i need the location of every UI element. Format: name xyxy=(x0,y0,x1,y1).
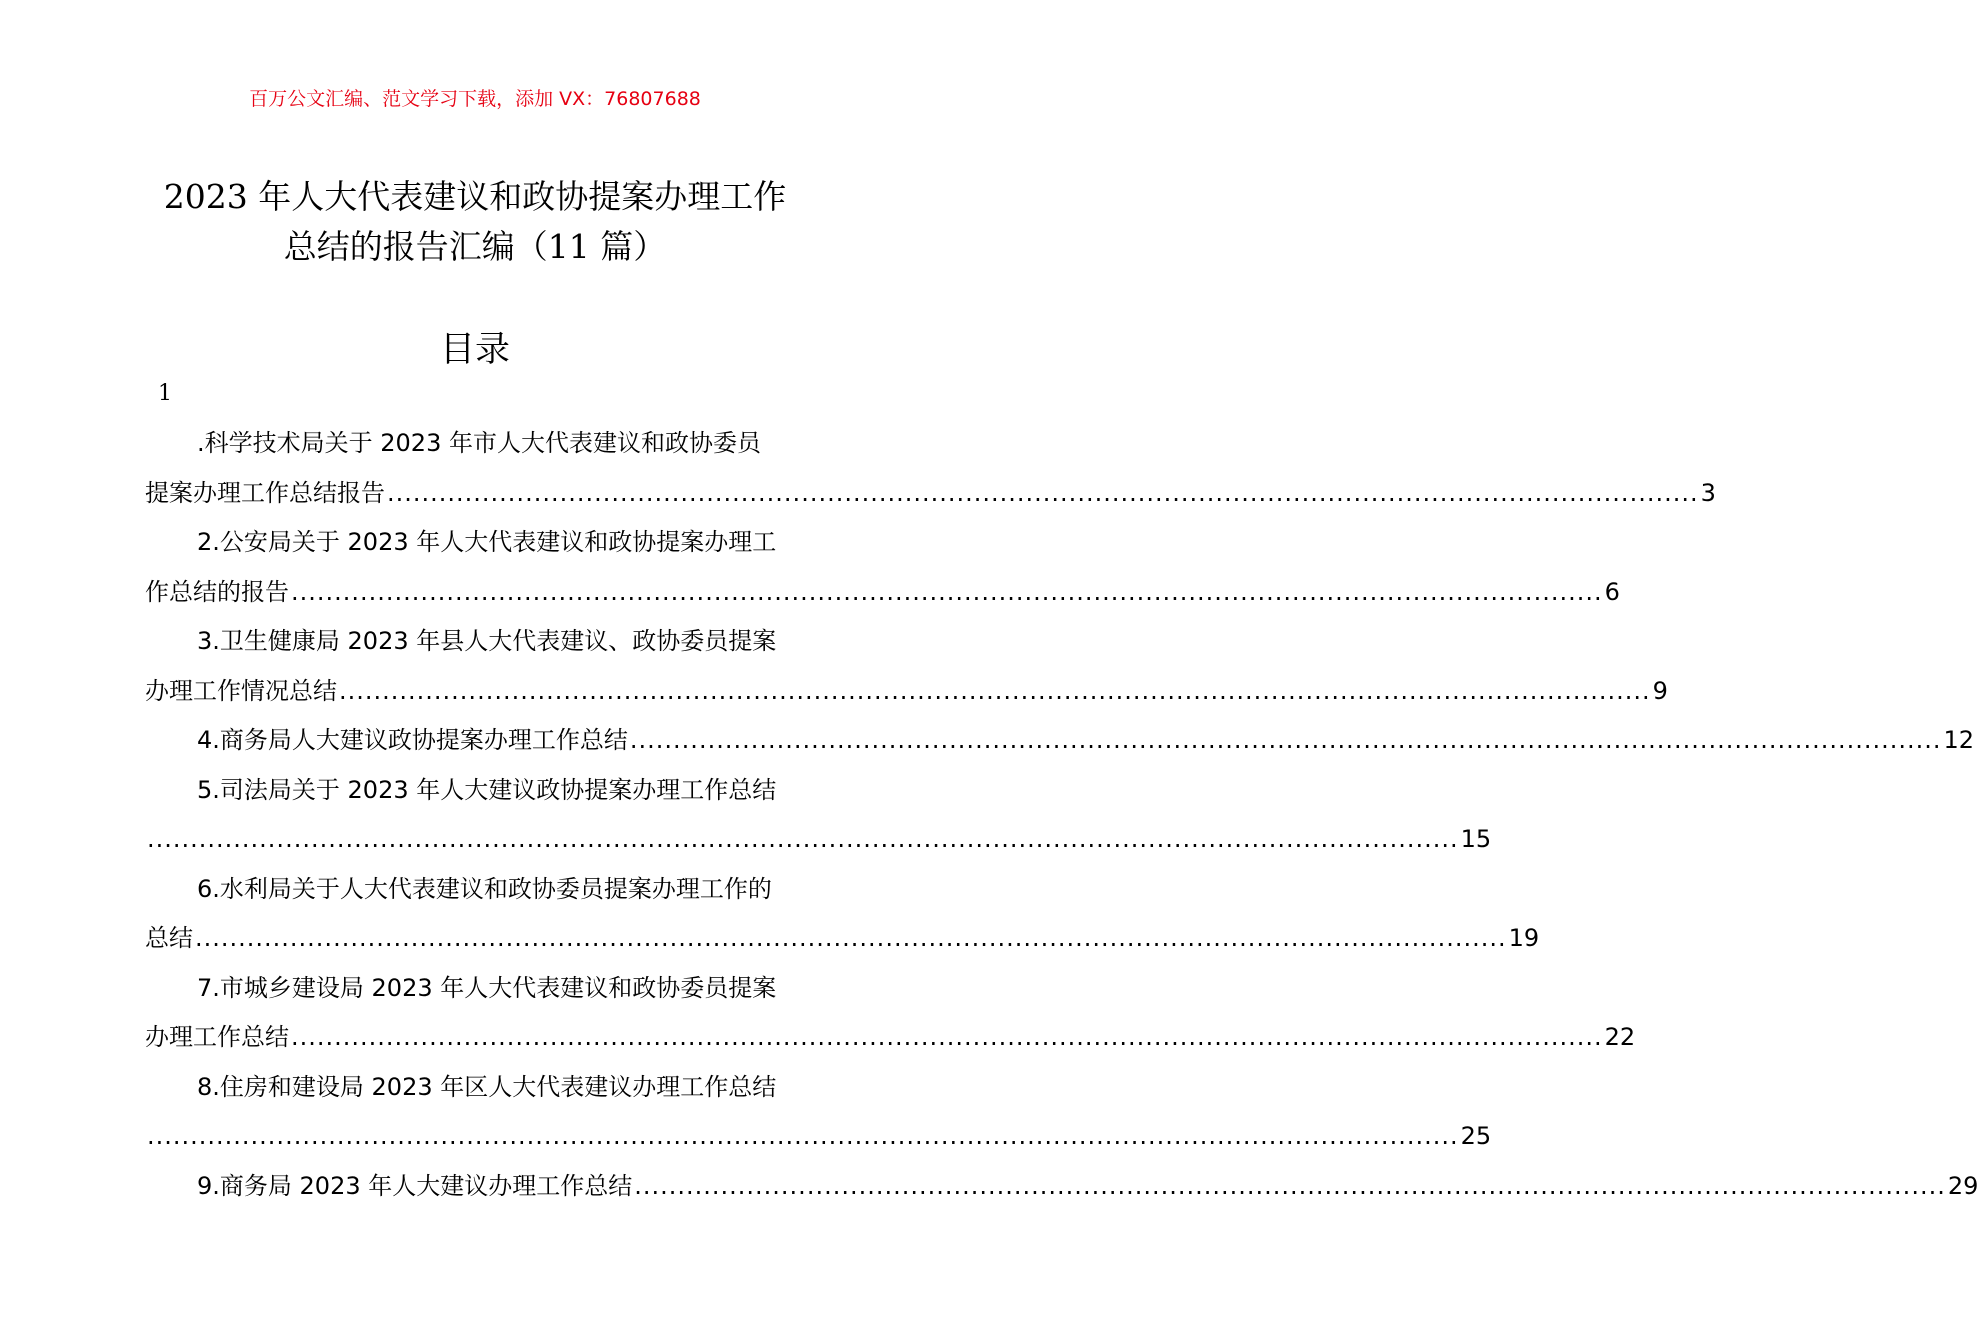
dot-leader: ........................................................................................................................................................ xyxy=(339,676,1651,705)
toc-page-number: 3 xyxy=(1700,478,1716,507)
toc-entry-text: 8.住房和建设局 2023 年区人大代表建议办理工作总结 xyxy=(197,1072,777,1101)
dot-leader: ........................................................................................................................................................ xyxy=(147,1122,1459,1150)
toc-entry-text: 办理工作情况总结 xyxy=(145,676,337,705)
toc-heading: 目录 xyxy=(439,330,510,370)
toc-entry-text: 7.市城乡建设局 2023 年人大代表建议和政协委员提案 xyxy=(197,973,777,1002)
dot-leader: ........................................................................................................................................................ xyxy=(147,825,1459,853)
document-title-line-2: 总结的报告汇编（11 篇） xyxy=(283,227,667,266)
toc-entry-text: 办理工作总结 xyxy=(145,1023,289,1051)
toc-entry-text: .科学技术局关于 2023 年市人大代表建议和政协委员 xyxy=(197,429,761,457)
dot-leader: ........................................................................................................................................................ xyxy=(291,577,1603,606)
toc-entry-1[interactable] xyxy=(145,419,1716,518)
dot-leader: ........................................................................................................................................................ xyxy=(195,924,1507,952)
toc-page-number: 15 xyxy=(1460,825,1492,853)
toc-entry-text: 9.商务局 2023 年人大建议办理工作总结 xyxy=(197,1171,633,1200)
toc-entry-text: 5.司法局关于 2023 年人大建议政协提案办理工作总结 xyxy=(197,775,777,804)
toc-entry-text: 6.水利局关于人大代表建议和政协委员提案办理工作的 xyxy=(197,874,772,903)
toc-entry-5[interactable] xyxy=(145,766,1492,865)
download-banner: 百万公文汇编、范文学习下载，添加 VX：76807688 xyxy=(249,88,701,110)
dot-leader: ........................................................................................................................................................ xyxy=(634,1171,1946,1200)
toc-page-number: 25 xyxy=(1460,1122,1492,1150)
dot-leader: ........................................................................................................................................................ xyxy=(291,1023,1603,1051)
toc-entry-9[interactable] xyxy=(145,1162,1978,1212)
toc-entry-text: 提案办理工作总结报告 xyxy=(145,478,385,507)
document-title-line-1: 2023 年人大代表建议和政协提案办理工作 xyxy=(163,177,787,216)
toc-entry-6[interactable] xyxy=(145,865,1540,964)
dot-leader: ........................................................................................................................................................ xyxy=(629,726,1942,754)
toc-page-number: 6 xyxy=(1604,577,1620,606)
toc-page-number: 29 xyxy=(1947,1171,1978,1200)
toc-entry-text: 2.公安局关于 2023 年人大代表建议和政协提案办理工 xyxy=(197,528,777,556)
table-of-contents xyxy=(145,419,1978,1211)
dot-leader: ........................................................................................................................................................ xyxy=(387,478,1699,507)
stray-number: 1 xyxy=(158,381,172,406)
toc-entry-3[interactable] xyxy=(145,617,1668,716)
toc-page-number: 22 xyxy=(1604,1023,1636,1051)
toc-entry-2[interactable] xyxy=(145,518,1620,617)
toc-entry-text: 4.商务局人大建议政协提案办理工作总结 xyxy=(197,726,628,754)
toc-entry-text: 作总结的报告 xyxy=(145,577,289,606)
toc-page-number: 9 xyxy=(1652,676,1668,705)
toc-entry-7[interactable] xyxy=(145,964,1636,1063)
toc-entry-8[interactable] xyxy=(145,1063,1492,1162)
toc-entry-4[interactable] xyxy=(145,716,1975,766)
toc-page-number: 19 xyxy=(1508,924,1540,952)
toc-entry-text: 3.卫生健康局 2023 年县人大代表建议、政协委员提案 xyxy=(197,627,777,655)
toc-entry-text: 总结 xyxy=(145,924,193,952)
toc-page-number: 12 xyxy=(1943,726,1975,754)
